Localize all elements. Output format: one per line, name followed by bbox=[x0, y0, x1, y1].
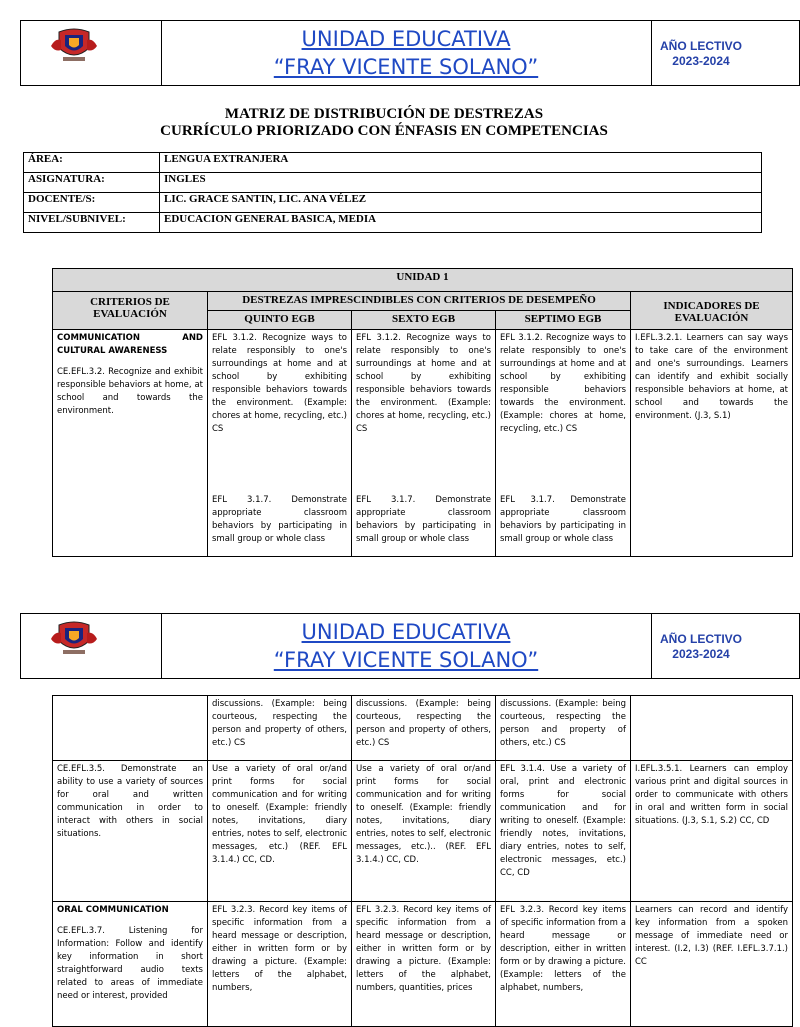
logo-cell bbox=[21, 21, 162, 85]
info-value: EDUCACION GENERAL BASICA, MEDIA bbox=[160, 213, 762, 233]
indicator-cell: I.EFL.3.5.1. Learners can employ various print and digital sources in order to communicate with others in oral and written form in social situations. (J.3, S.1, S.2) CC, CD bbox=[631, 761, 793, 902]
grade5-cell: Use a variety of oral or/and print forms for social communication and for writing to oneself. (Example: friendly notes, invitations, diary entries, notes to self, electronic messages, etc.) (REF. EFL 3.1.4.) CC, CD. bbox=[208, 761, 352, 902]
skill-text: EFL 3.1.2. Recognize ways to relate responsibly to one's surroundings at home and at school by exhibiting responsible behaviors towards the environment. (Example: chores at home, recycling, etc.) CS bbox=[500, 333, 626, 434]
year-label: AÑO LECTIVO bbox=[659, 632, 742, 646]
grade7-cell: discussions. (Example: being courteous, respecting the person and property of others, etc.) CS bbox=[496, 696, 631, 761]
grade7-cell: EFL 3.2.3. Record key items of specific information from a heard message or description, either in written form or by drawing a picture. (Example: letters of the alphabet, numbers, bbox=[496, 902, 631, 1027]
info-value: LIC. GRACE SANTIN, LIC. ANA VÉLEZ bbox=[160, 193, 762, 213]
table-row bbox=[53, 696, 793, 761]
grade6-cell: EFL 3.2.3. Record key items of specific information from a heard message or description, either in written form or by drawing a picture. (Example: letters of the alphabet, numbers, quantities, prices bbox=[352, 902, 496, 1027]
page-header bbox=[20, 20, 800, 86]
criteria-cell bbox=[53, 330, 208, 557]
skill-text: EFL 3.1.7. Demonstrate appropriate classroom behaviors by participating in small group or whole class bbox=[356, 495, 491, 544]
info-row-subject bbox=[24, 173, 762, 193]
criteria-title: ORAL COMMUNICATION bbox=[57, 905, 169, 915]
title-line2: CURRÍCULO PRIORIZADO CON ÉNFASIS EN COMPETENCIAS bbox=[160, 123, 608, 139]
school-crest-icon bbox=[49, 619, 99, 659]
indicators-header: INDICADORES DE EVALUACIÓN bbox=[631, 292, 793, 330]
year-label: AÑO LECTIVO bbox=[659, 39, 742, 53]
grade5-cell: EFL 3.2.3. Record key items of specific information from a heard message or description, either in written form or by drawing a picture. (Example: letters of the alphabet, numbers, bbox=[208, 902, 352, 1027]
skills-grid-page2 bbox=[52, 695, 793, 1027]
table-row bbox=[53, 902, 793, 1027]
title-line1: MATRIZ DE DISTRIBUCIÓN DE DESTREZAS bbox=[224, 106, 544, 122]
indicator-cell bbox=[631, 696, 793, 761]
school-crest-icon bbox=[49, 26, 99, 66]
grade5-cell: discussions. (Example: being courteous, respecting the person and property of others, etc.) CS bbox=[208, 696, 352, 761]
logo-cell bbox=[21, 614, 162, 678]
info-value: LENGUA EXTRANJERA bbox=[160, 153, 762, 173]
criteria-cell bbox=[53, 902, 208, 1027]
criteria-title: COMMUNICATION AND CULTURAL AWARENESS bbox=[57, 333, 203, 356]
info-row-area bbox=[24, 153, 762, 173]
school-line2: “FRAY VICENTE SOLANO” bbox=[273, 55, 539, 79]
grade7-cell bbox=[496, 330, 631, 557]
indicator-cell: Learners can record and identify key information from a spoken message of immediate need or interest. (I.2, I.3) (REF. I.EFL.3.7.1.) CC bbox=[631, 902, 793, 1027]
school-line2: “FRAY VICENTE SOLANO” bbox=[273, 648, 539, 672]
skill-text: EFL 3.1.7. Demonstrate appropriate classroom behaviors by participating in small group or whole class bbox=[500, 495, 626, 544]
info-key: ASIGNATURA: bbox=[24, 173, 160, 193]
info-row-teachers bbox=[24, 193, 762, 213]
criteria-cell bbox=[53, 696, 208, 761]
skills-header: DESTREZAS IMPRESCINDIBLES CON CRITERIOS DE DESEMPEÑO bbox=[208, 292, 631, 311]
year-value: 2023-2024 bbox=[672, 647, 730, 661]
grade7-header: SEPTIMO EGB bbox=[496, 311, 631, 330]
school-year bbox=[651, 614, 751, 678]
info-row-level bbox=[24, 213, 762, 233]
skill-text: EFL 3.1.2. Recognize ways to relate responsibly to one's surroundings at home and at school by exhibiting responsible behaviors towards the environment. (Example: chores at home, recycling, etc.) CS bbox=[356, 333, 491, 434]
criteria-text: CE.EFL.3.2. Recognize and exhibit responsible behaviors at home, at school and towards the environment. bbox=[57, 367, 203, 416]
indicator-cell: I.EFL.3.2.1. Learners can say ways to take care of the environment and one's surroundings. Learners can identify and exhibit socially responsible behaviors at home, at school and towards the environment. (J.3, S.1) bbox=[631, 330, 793, 557]
table-row bbox=[53, 761, 793, 902]
school-line1: UNIDAD EDUCATIVA bbox=[301, 620, 511, 644]
criteria-cell: CE.EFL.3.5. Demonstrate an ability to use a variety of sources for oral and written communication in order to interact with others in social situations. bbox=[53, 761, 208, 902]
criteria-header: CRITERIOS DE EVALUACIÓN bbox=[53, 292, 208, 330]
unit-row bbox=[53, 269, 793, 292]
school-name bbox=[161, 614, 652, 678]
info-value: INGLES bbox=[160, 173, 762, 193]
grade6-header: SEXTO EGB bbox=[352, 311, 496, 330]
grade6-cell bbox=[352, 330, 496, 557]
info-key: ÁREA: bbox=[24, 153, 160, 173]
skills-grid-page1 bbox=[52, 268, 793, 557]
skill-text: EFL 3.1.2. Recognize ways to relate responsibly to one's surroundings at home and at school by exhibiting responsible behaviors towards the environment. (Example: chores at home, recycling, etc.) CS bbox=[212, 333, 347, 434]
page-header bbox=[20, 613, 800, 679]
skill-text: EFL 3.1.7. Demonstrate appropriate classroom behaviors by participating in small group or whole class bbox=[212, 495, 347, 544]
school-name bbox=[161, 21, 652, 85]
grade6-cell: Use a variety of oral or/and print forms for social communication and for writing to oneself. (Example: friendly notes, invitations, diary entries, notes to self, electronic messages, etc.).. (REF. EFL 3.1.4.) CC, CD. bbox=[352, 761, 496, 902]
info-table bbox=[23, 152, 762, 233]
school-line1: UNIDAD EDUCATIVA bbox=[301, 27, 511, 51]
info-key: NIVEL/SUBNIVEL: bbox=[24, 213, 160, 233]
grid-header-row bbox=[53, 292, 793, 311]
grade6-cell: discussions. (Example: being courteous, respecting the person and property of others, etc.) CS bbox=[352, 696, 496, 761]
unit-title: UNIDAD 1 bbox=[53, 269, 793, 292]
table-row bbox=[53, 330, 793, 557]
school-year bbox=[651, 21, 751, 85]
info-key: DOCENTE/S: bbox=[24, 193, 160, 213]
grade5-header: QUINTO EGB bbox=[208, 311, 352, 330]
grade7-cell: EFL 3.1.4. Use a variety of oral, print and electronic forms for social communication and for writing to oneself. (Example: friendly notes, invitations, diary entries, notes to self, electronic messages, etc.) CC, CD bbox=[496, 761, 631, 902]
criteria-text: CE.EFL.3.7. Listening for Information: Follow and identify key information in short straightforward audio texts related to areas of immediate need or interest, provided bbox=[57, 926, 203, 1001]
year-value: 2023-2024 bbox=[672, 54, 730, 68]
grade5-cell bbox=[208, 330, 352, 557]
